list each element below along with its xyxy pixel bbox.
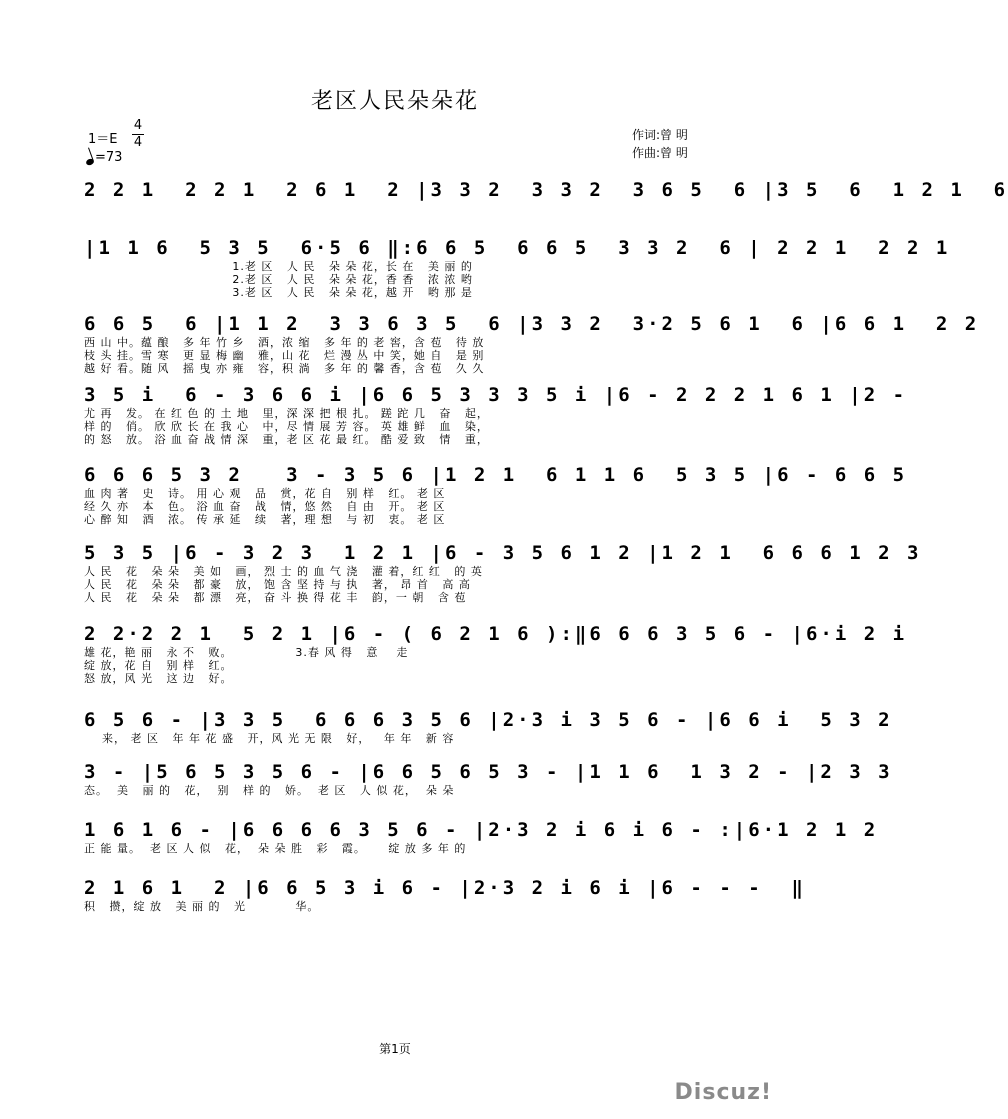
staff-line <box>84 463 908 526</box>
notation-row: 6 6 5 6 |1 1 2 3 3 6 3 5 6 |3 3 2 3·2 5 6 1 6 |6 6 1 2 2 <box>84 313 980 335</box>
staff-line <box>84 541 922 604</box>
lyric-row: 2.老 区 人 民 朵 朵 花，香 香 浓 浓 哟 <box>84 273 473 286</box>
time-signature <box>132 119 144 150</box>
time-sig-top: 4 <box>133 118 143 133</box>
lyric-row: 态。 美 丽 的 花， 别 样 的 娇。 老 区 人 似 花， 朵 朵 <box>84 784 455 797</box>
notation-row: 6 5 6 - |3 3 5 6 6 6 3 5 6 |2·3 i 3 5 6 - |6 6 i 5 3 2 <box>84 709 893 731</box>
staff-line <box>84 876 806 913</box>
lyric-row: 人 民 花 朵 朵 都 豪 放， 饱 含 坚 持 与 执 著， 昂 首 高 高 <box>84 578 471 591</box>
notation-row: 3 5 i 6 - 3 6 6 i |6 6 5 3 3 3 5 i |6 - 2 2 2 1 6 1 |2 - <box>84 384 908 406</box>
notation-row: 2 1 6 1 2 |6 6 5 3 i 6 - |2·3 2 i 6 i |6 - - - ‖ <box>84 877 806 899</box>
lyric-row: 越 好 看。随 风 摇 曳 亦 雍 容，积 淌 多 年 的 馨 香，含 苞 久 久 <box>84 362 485 375</box>
staff-line <box>84 236 951 299</box>
credits <box>632 126 688 162</box>
composer-credit: 作曲:曾 明 <box>632 146 688 160</box>
staff-line <box>84 312 980 375</box>
watermark-logo: Discuz! <box>674 1080 772 1105</box>
lyric-row: 积 攒，绽 放 美 丽 的 光 华。 <box>84 900 320 913</box>
key-signature: 1＝E <box>88 132 118 147</box>
lyric-row: 血 肉 著 史 诗。 用 心 观 品 赏，花 自 别 样 红。 老 区 <box>84 487 446 500</box>
staff-line <box>84 708 893 745</box>
lyric-row: 3.老 区 人 民 朵 朵 花，越 开 哟 那 是 <box>84 286 473 299</box>
staff-line <box>84 178 1008 202</box>
song-title: 老区人民朵朵花 <box>310 89 479 114</box>
lyric-row: 枝 头 挂。雪 寒 更 显 梅 幽 雅，山 花 烂 漫 丛 中 笑，她 自 是 别 <box>84 349 485 362</box>
lyric-row: 人 民 花 朵 朵 都 漂 亮， 奋 斗 换 得 花 丰 韵，一 朝 含 苞 <box>84 591 467 604</box>
lyric-row: 绽 放，花 自 别 样 红。 <box>84 659 233 672</box>
notation-row: 1 6 1 6 - |6 6 6 6 3 5 6 - |2·3 2 i 6 i 6 - :|6·1 2 1 2 <box>84 819 879 841</box>
lyric-row: 心 醉 知 酒 浓。 传 承 延 续 著，理 想 与 初 衷。 老 区 <box>84 513 446 526</box>
staff-line <box>84 760 893 797</box>
page-number: 第1页 <box>379 1042 411 1056</box>
lyric-row: 尤 再 发。 在 红 色 的 土 地 里，深 深 把 根 扎。 蹉 跎 几 奋 起， <box>84 407 489 420</box>
staff-line <box>84 383 908 446</box>
notation-row: 6 6 6 5 3 2 3 - 3 5 6 |1 2 1 6 1 1 6 5 3 5 |6 - 6 6 5 <box>84 464 908 486</box>
notation-row: 3 - |5 6 5 3 5 6 - |6 6 5 6 5 3 - |1 1 6 1 3 2 - |2 3 3 <box>84 761 893 783</box>
lyric-row: 怒 放，风 光 这 边 好。 <box>84 672 233 685</box>
time-sig-bottom: 4 <box>133 135 143 150</box>
notation-row: 5 3 5 |6 - 3 2 3 1 2 1 |6 - 3 5 6 1 2 |1 2 1 6 6 6 1 2 3 <box>84 542 922 564</box>
lyric-row: 来， 老 区 年 年 花 盛 开，风 光 无 限 好， 年 年 新 容 <box>84 732 455 745</box>
lyric-row: 经 久 亦 本 色。 浴 血 奋 战 情，悠 然 自 由 开。 老 区 <box>84 500 446 513</box>
lyric-row: 西 山 中。蕴 酿 多 年 竹 乡 酒，浓 缩 多 年 的 老 窖，含 苞 待 放 <box>84 336 485 349</box>
tempo-value: =73 <box>95 150 123 165</box>
lyric-row: 人 民 花 朵 朵 美 如 画， 烈 士 的 血 气 浇 灌 着，红 红 的 英 <box>84 565 483 578</box>
lyric-row: 1.老 区 人 民 朵 朵 花，长 在 美 丽 的 <box>84 260 473 273</box>
staff-line <box>84 818 879 855</box>
lyricist-credit: 作词:曾 明 <box>632 128 688 142</box>
staff-line <box>84 622 908 685</box>
lyric-row: 正 能 量。 老 区 人 似 花， 朵 朵 胜 彩 霞。 绽 放 多 年 的 <box>84 842 467 855</box>
lyric-row: 雄 花，艳 丽 永 不 败。 3.春 风 得 意 走 <box>84 646 409 659</box>
lyric-row: 样 的 俏。 欣 欣 长 在 我 心 中，尽 情 展 芳 容。 英 雄 鲜 血 染， <box>84 420 489 433</box>
quarter-note-icon <box>85 158 95 166</box>
lyric-row: 的 怒 放。 浴 血 奋 战 情 深 重，老 区 花 最 红。 酷 爱 致 情 重， <box>84 433 489 446</box>
tempo-marking <box>86 150 122 165</box>
notation-row: 2 2 1 2 2 1 2 6 1 2 |3 3 2 3 3 2 3 6 5 6 |3 5 6 1 2 1 6 <box>84 179 1008 201</box>
notation-row: 2 2·2 2 1 5 2 1 |6 - ( 6 2 1 6 ):‖6 6 6 3 5 6 - |6·i 2 i <box>84 623 908 645</box>
notation-row: |1 1 6 5 3 5 6·5 6 ‖:6 6 5 6 6 5 3 3 2 6 | 2 2 1 2 2 1 <box>84 237 951 259</box>
